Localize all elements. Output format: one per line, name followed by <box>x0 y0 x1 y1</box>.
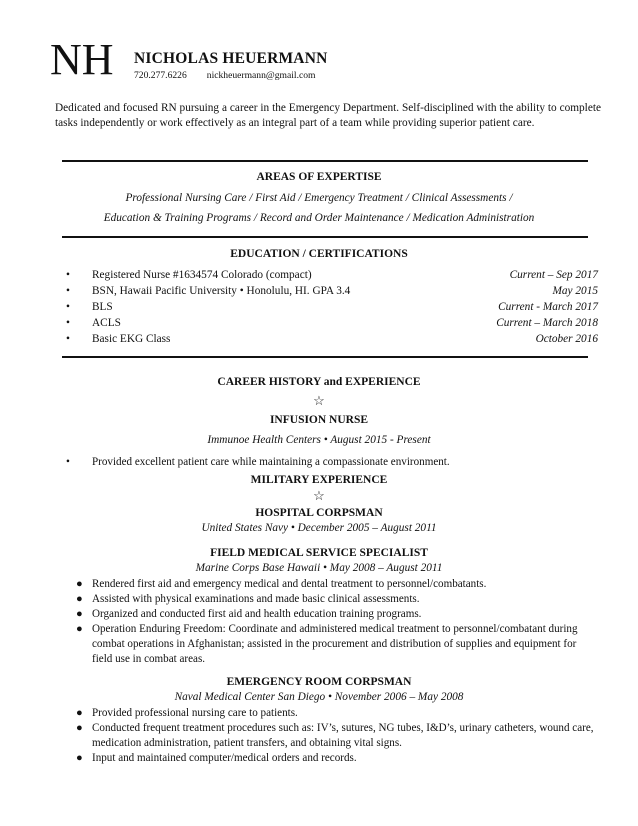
bullet: ● <box>76 722 83 734</box>
education-item-text: BLS <box>92 301 113 313</box>
bullet: • <box>66 317 70 329</box>
education-item-text: BSN, Hawaii Pacific University • Honolulu, HI. GPA 3.4 <box>92 285 351 297</box>
candidate-name: NICHOLAS HEUERMANN <box>134 50 328 67</box>
job-bullet <box>76 622 586 667</box>
expertise-heading: AREAS OF EXPERTISE <box>256 171 382 183</box>
job-bullet <box>66 455 586 470</box>
job-bullet <box>76 577 596 592</box>
job-bullet <box>76 592 596 607</box>
bullet: • <box>66 333 70 345</box>
bullet: • <box>66 456 70 468</box>
education-item-date: May 2015 <box>552 285 598 297</box>
career-heading: CAREER HISTORY and EXPERIENCE <box>217 376 421 388</box>
education-item <box>66 301 598 317</box>
job-subtitle: Naval Medical Center San Diego • November 2006 – May 2008 <box>174 691 464 703</box>
education-item <box>66 269 598 285</box>
bullet: • <box>66 285 70 297</box>
bullet: ● <box>76 608 83 620</box>
phone-number: 720.277.6226 <box>134 70 187 81</box>
divider <box>62 236 588 238</box>
job-bullet-text: Operation Enduring Freedom: Coordinate and administered medical treatment to personnel/combatant during combat operations in Afghanistan; assisted in the procurement and distribution of supplies and equipment for field use in combat areas. <box>92 623 578 665</box>
job-bullet <box>76 706 596 721</box>
expertise-line: Education & Training Programs / Record and Order Maintenance / Medication Administration <box>103 212 535 224</box>
education-heading: EDUCATION / CERTIFICATIONS <box>230 248 408 260</box>
job-bullet-text: Organized and conducted first aid and health education training programs. <box>92 608 422 620</box>
contact-line <box>134 70 316 81</box>
education-item-date: Current – Sep 2017 <box>509 269 598 281</box>
education-item-text: Registered Nurse #1634574 Colorado (compact) <box>92 269 312 281</box>
email-address: nickheuermann@gmail.com <box>206 70 316 81</box>
education-item <box>66 317 598 333</box>
job-bullet-text: Conducted frequent treatment procedures such as: IV’s, sutures, NG tubes, I&D’s, urinary catheters, wound care, medication administration, patient transfers, and obtaining vital signs. <box>92 722 594 749</box>
education-item-text: Basic EKG Class <box>92 333 171 345</box>
job-bullet-text: Assisted with physical examinations and made basic clinical assessments. <box>92 593 420 605</box>
job-bullet <box>76 751 596 766</box>
job-bullet-text: Input and maintained computer/medical orders and records. <box>92 752 357 764</box>
star-icon: ☆ <box>313 488 325 503</box>
job-subtitle: Marine Corps Base Hawaii • May 2008 – August 2011 <box>195 562 443 574</box>
job-bullet <box>76 721 596 751</box>
military-heading: MILITARY EXPERIENCE <box>250 474 388 486</box>
education-item-date: Current – March 2018 <box>496 317 598 329</box>
bullet: • <box>66 269 70 281</box>
job-bullet-text: Provided professional nursing care to patients. <box>92 707 298 719</box>
job-bullet-text: Provided excellent patient care while maintaining a compassionate environment. <box>92 456 450 468</box>
job-bullet <box>76 607 596 622</box>
education-item-text: ACLS <box>92 317 121 329</box>
job-title: INFUSION NURSE <box>269 414 369 426</box>
divider <box>62 356 588 358</box>
summary-paragraph: Dedicated and focused RN pursuing a career in the Emergency Department. Self-disciplined with the ability to complete tasks independently or work effectively as an integral part of a team while providing superior patient care. <box>55 102 601 129</box>
education-item-date: Current - March 2017 <box>498 301 598 313</box>
monogram: NH <box>50 35 114 84</box>
job-title: HOSPITAL CORPSMAN <box>255 507 383 519</box>
job-title: FIELD MEDICAL SERVICE SPECIALIST <box>210 547 428 559</box>
bullet: ● <box>76 752 83 764</box>
divider <box>62 160 588 162</box>
education-item <box>66 285 598 301</box>
bullet: ● <box>76 593 83 605</box>
bullet: ● <box>76 707 83 719</box>
job-subtitle: United States Navy • December 2005 – August 2011 <box>201 522 437 534</box>
job-subtitle: Immunoe Health Centers • August 2015 - Present <box>207 434 431 446</box>
job-title: EMERGENCY ROOM CORPSMAN <box>226 676 412 688</box>
bullet: ● <box>76 623 83 635</box>
education-item <box>66 333 598 349</box>
expertise-line: Professional Nursing Care / First Aid / Emergency Treatment / Clinical Assessments / <box>125 192 513 204</box>
bullet: • <box>66 301 70 313</box>
bullet: ● <box>76 578 83 590</box>
star-icon: ☆ <box>313 393 325 408</box>
education-item-date: October 2016 <box>535 333 598 345</box>
job-bullet-text: Rendered first aid and emergency medical and dental treatment to personnel/combatants. <box>92 578 487 590</box>
